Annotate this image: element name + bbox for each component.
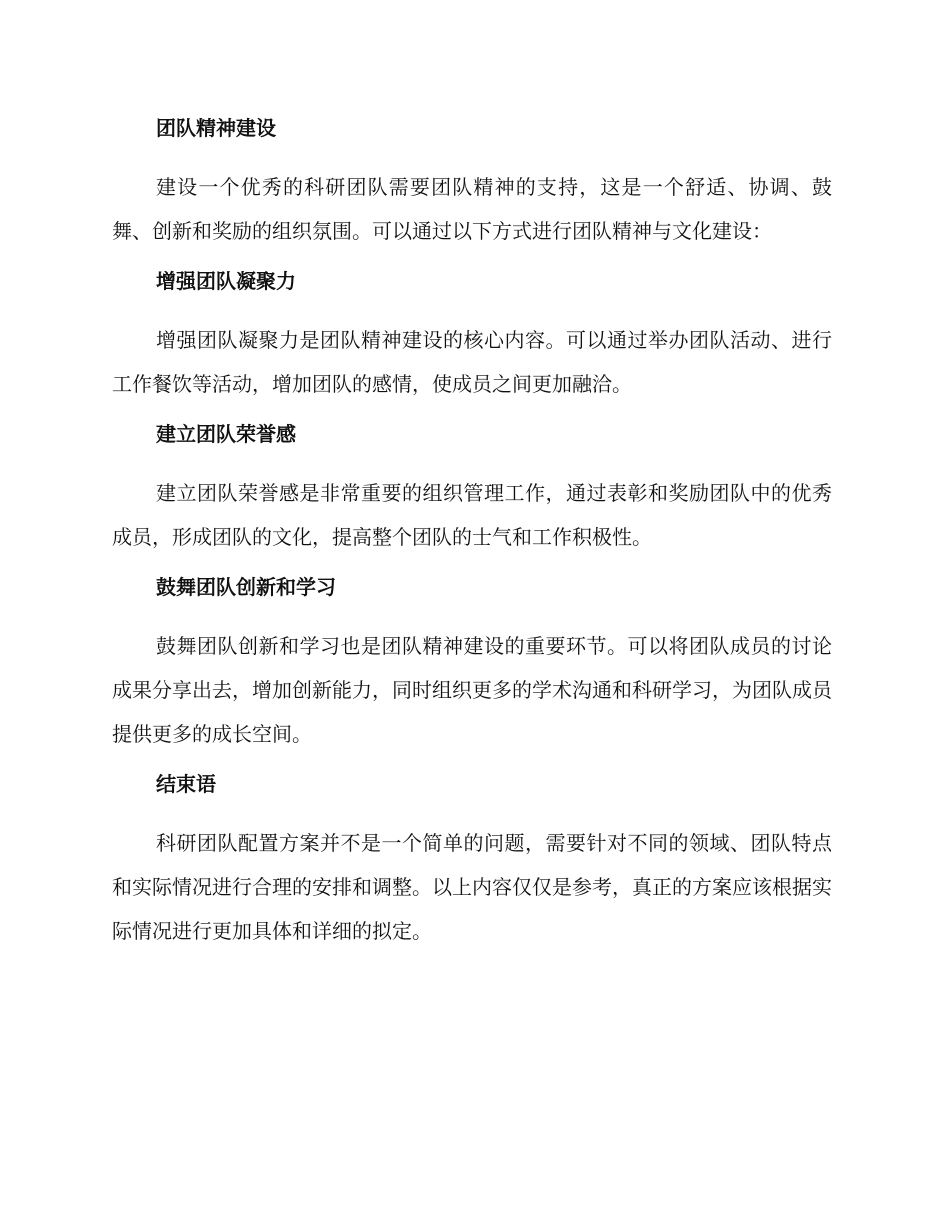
- section-paragraph-cohesion: 增强团队凝聚力是团队精神建设的核心内容。可以通过举办团队活动、进行工作餐饮等活动，增加团队的感情，使成员之间更加融洽。: [112, 328, 832, 396]
- section-heading-honor: 建立团队荣誉感: [156, 422, 296, 446]
- section-heading-team-spirit: 团队精神建设: [156, 116, 276, 140]
- section-paragraph-team-spirit: 建设一个优秀的科研团队需要团队精神的支持，这是一个舒适、协调、鼓舞、创新和奖励的组织氛围。可以通过以下方式进行团队精神与文化建设：: [112, 175, 832, 243]
- section-heading-conclusion: 结束语: [156, 772, 216, 796]
- section-heading-innovation: 鼓舞团队创新和学习: [156, 575, 336, 599]
- section-heading-cohesion: 增强团队凝聚力: [156, 269, 296, 293]
- section-paragraph-conclusion: 科研团队配置方案并不是一个简单的问题，需要针对不同的领域、团队特点和实际情况进行合理的安排和调整。以上内容仅仅是参考，真正的方案应该根据实际情况进行更加具体和详细的拟定。: [112, 831, 832, 943]
- section-paragraph-honor: 建立团队荣誉感是非常重要的组织管理工作，通过表彰和奖励团队中的优秀成员，形成团队的文化，提高整个团队的士气和工作积极性。: [112, 481, 832, 549]
- section-paragraph-innovation: 鼓舞团队创新和学习也是团队精神建设的重要环节。可以将团队成员的讨论成果分享出去，增加创新能力，同时组织更多的学术沟通和科研学习，为团队成员提供更多的成长空间。: [112, 634, 832, 746]
- document-body: [112, 112, 832, 965]
